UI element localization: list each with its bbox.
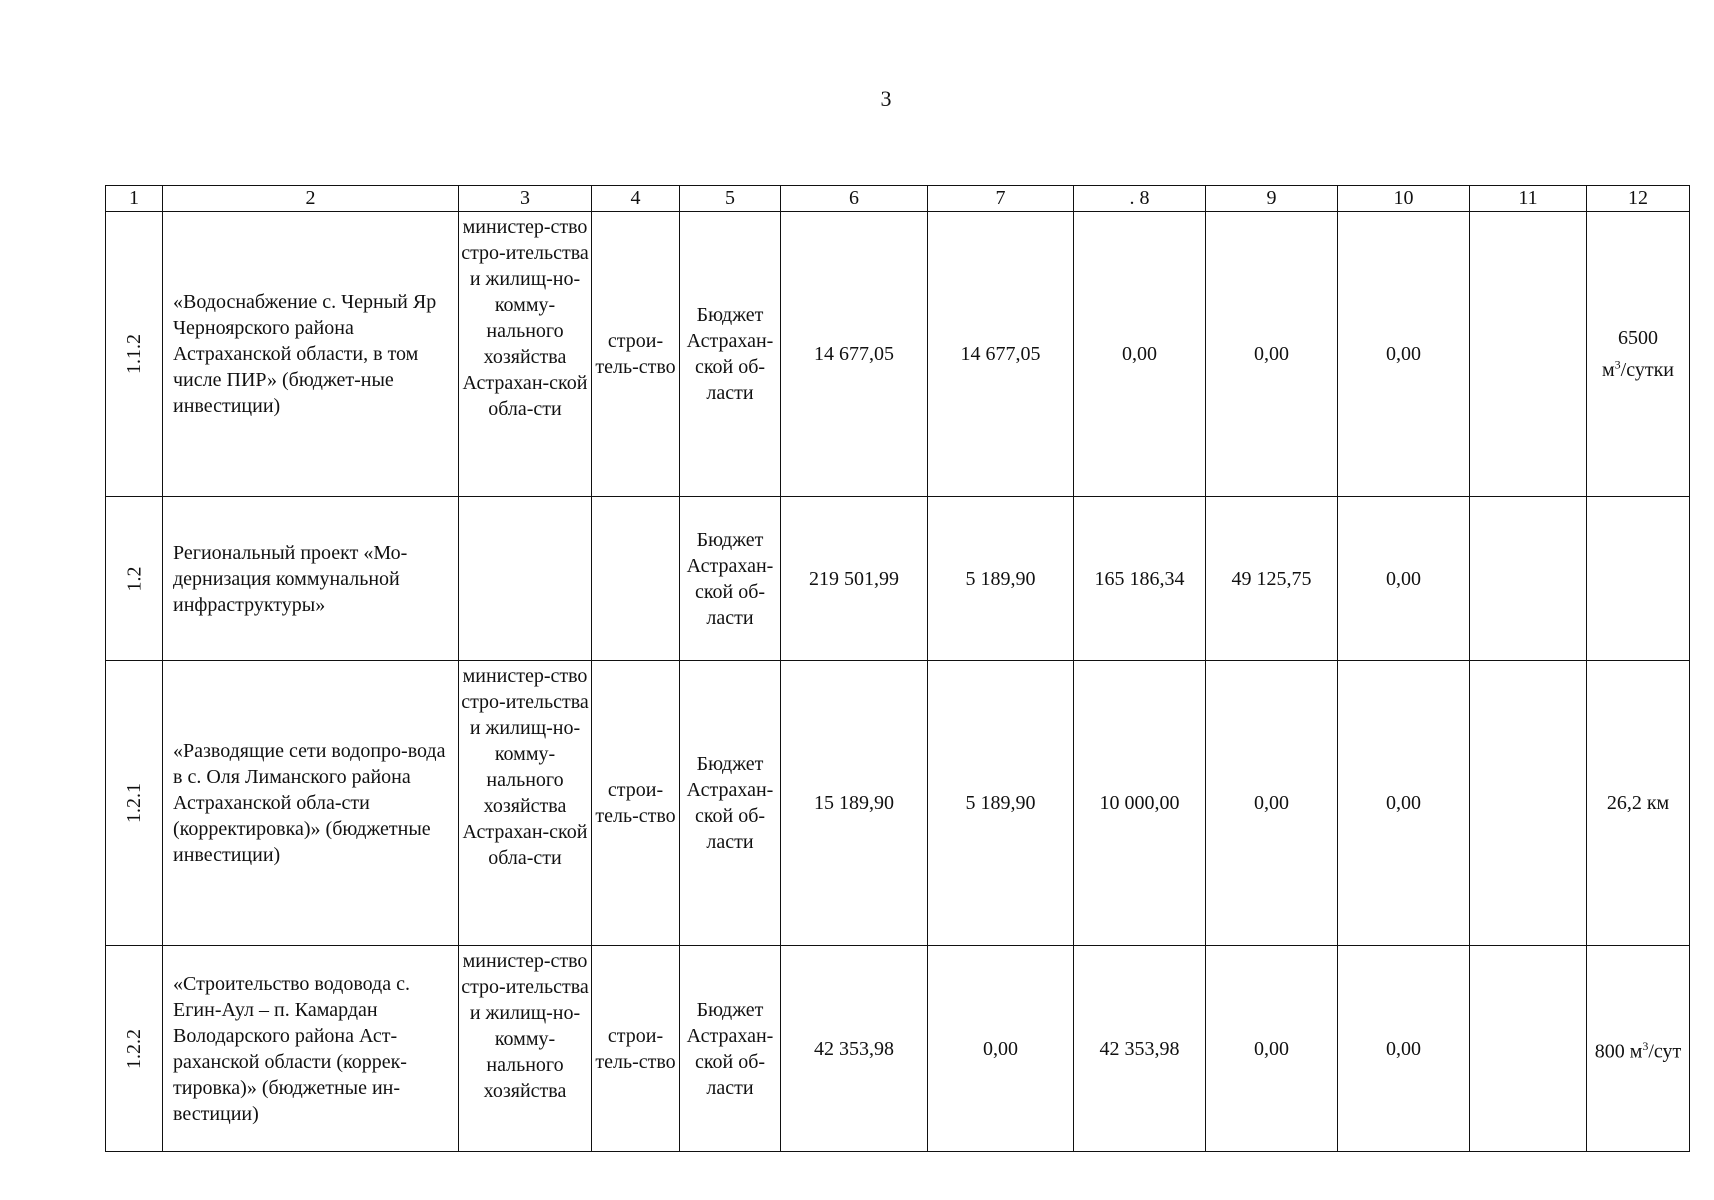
value-col-9: 0,00 [1206, 661, 1338, 946]
capacity-cell [1587, 946, 1690, 1152]
row-number-cell [106, 661, 163, 946]
responsible-executor [459, 946, 592, 1152]
value-col-8: 10 000,00 [1074, 661, 1206, 946]
row-number: 1.2.2 [123, 1028, 145, 1069]
capacity-cell [1587, 497, 1690, 661]
value-col-11 [1470, 497, 1587, 661]
table-row [106, 946, 1690, 1152]
capacity-cell [1587, 212, 1690, 497]
responsible-text: министер-ство стро-ительства и жилищ-но-комму-нального хозяйства Астрахан-ской обла-сти [461, 665, 589, 869]
capacity-value: 6500 [1618, 327, 1658, 350]
column-header: 11 [1470, 186, 1587, 212]
page-number: 3 [880, 86, 892, 111]
column-header: 1 [106, 186, 163, 212]
value-col-6: 14 677,05 [781, 212, 928, 497]
value-col-7: 5 189,90 [928, 497, 1074, 661]
value-col-8: 42 353,98 [1074, 946, 1206, 1152]
capacity-pre: 800 м [1594, 1040, 1643, 1063]
value-col-6: 219 501,99 [781, 497, 928, 661]
work-type: строи-тель-ство [592, 212, 680, 497]
capacity-unit-post: /сутки [1620, 358, 1674, 381]
value-col-11 [1470, 946, 1587, 1152]
responsible-text: министер-ство стро-ительства и жилищ-но-комму-нального хозяйства [461, 950, 589, 1102]
row-number-cell [106, 497, 163, 661]
table-row [106, 497, 1690, 661]
table-row [106, 212, 1690, 497]
value-col-7: 5 189,90 [928, 661, 1074, 946]
value-col-11 [1470, 661, 1587, 946]
funding-source: Бюджет Астрахан-ской об-ласти [680, 212, 781, 497]
value-col-6: 15 189,90 [781, 661, 928, 946]
funding-source: Бюджет Астрахан-ской об-ласти [680, 946, 781, 1152]
column-header: 2 [163, 186, 459, 212]
row-number: 1.1.2 [123, 334, 145, 374]
value-col-9: 49 125,75 [1206, 497, 1338, 661]
value-col-10: 0,00 [1338, 946, 1470, 1152]
project-name: «Строительство водовода с. Егин-Аул – п. Камардан Володарского района Аст-раханской области (коррек-тировка)» (бюджетные ин-вестиции) [163, 946, 459, 1152]
responsible-executor [459, 661, 592, 946]
value-col-9: 0,00 [1206, 212, 1338, 497]
project-name: Региональный проект «Мо-дернизация коммунальной инфраструктуры» [163, 497, 459, 661]
column-header: 7 [928, 186, 1074, 212]
capacity-post: /сут [1648, 1040, 1682, 1063]
responsible-text [459, 497, 591, 499]
capacity-sup: 3 [1642, 1038, 1649, 1053]
funding-source: Бюджет Астрахан-ской об-ласти [680, 497, 781, 661]
column-header: 4 [592, 186, 680, 212]
value-col-7: 0,00 [928, 946, 1074, 1152]
column-header: 3 [459, 186, 592, 212]
work-type: строи-тель-ство [592, 946, 680, 1152]
capacity-unit-sup: 3 [1614, 357, 1621, 372]
column-header: 6 [781, 186, 928, 212]
work-type [592, 497, 680, 661]
table-header-row [106, 186, 1690, 212]
column-header: 10 [1338, 186, 1470, 212]
work-type: строи-тель-ство [592, 661, 680, 946]
value-col-10: 0,00 [1338, 661, 1470, 946]
project-name: «Разводящие сети водопро-вода в с. Оля Лиманского района Астраханской обла-сти (корректировка)» (бюджетные инвестиции) [163, 661, 459, 946]
responsible-executor [459, 212, 592, 497]
column-header: . 8 [1074, 186, 1206, 212]
value-col-11 [1470, 212, 1587, 497]
column-header: 12 [1587, 186, 1690, 212]
value-col-10: 0,00 [1338, 212, 1470, 497]
table-row [106, 661, 1690, 946]
value-col-9: 0,00 [1206, 946, 1338, 1152]
value-col-6: 42 353,98 [781, 946, 928, 1152]
capacity-unit [1602, 359, 1674, 381]
column-header: 5 [680, 186, 781, 212]
responsible-executor [459, 497, 592, 661]
row-number-cell [106, 946, 163, 1152]
row-number: 1.2.1 [123, 783, 145, 823]
row-number-cell [106, 212, 163, 497]
capacity-cell: 26,2 км [1587, 661, 1690, 946]
responsible-text: министер-ство стро-ительства и жилищ-но-комму-нального хозяйства Астрахан-ской обла-сти [461, 216, 589, 420]
funding-source: Бюджет Астрахан-ской об-ласти [680, 661, 781, 946]
budget-table [105, 185, 1690, 1152]
value-col-8: 0,00 [1074, 212, 1206, 497]
value-col-7: 14 677,05 [928, 212, 1074, 497]
row-number: 1.2 [123, 566, 145, 591]
value-col-8: 165 186,34 [1074, 497, 1206, 661]
value-col-10: 0,00 [1338, 497, 1470, 661]
capacity-unit-pre: м [1602, 358, 1615, 381]
project-name: «Водоснабжение с. Черный Яр Черноярского района Астраханской области, в том числе ПИР» (бюджет-ные инвестиции) [163, 212, 459, 497]
column-header: 9 [1206, 186, 1338, 212]
